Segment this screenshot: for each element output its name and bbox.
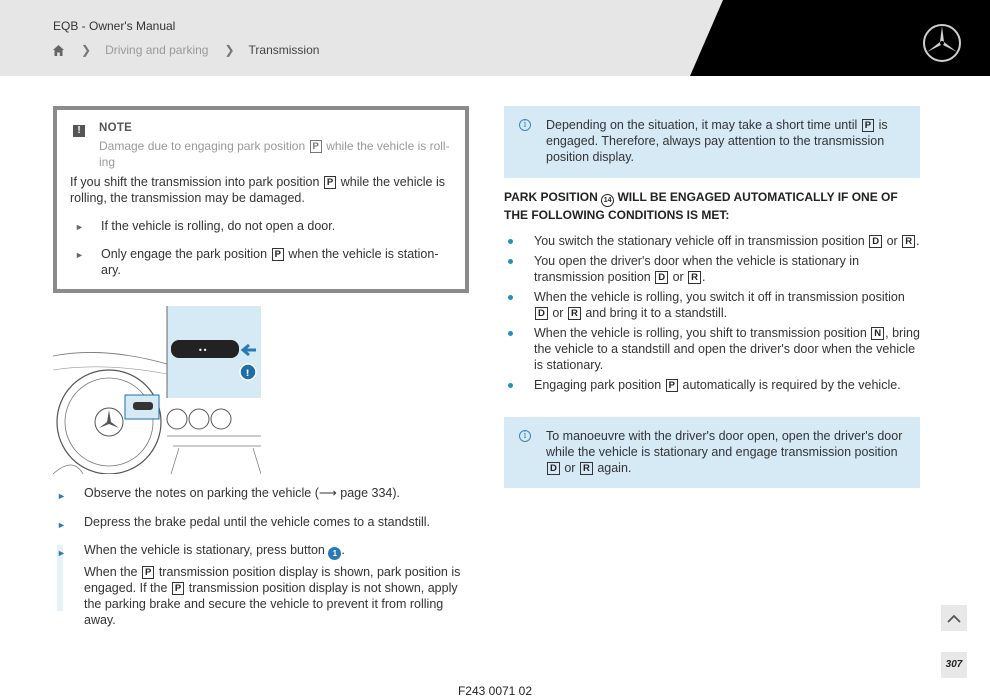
chevron-up-icon — [947, 614, 961, 623]
info-icon: i — [519, 119, 531, 131]
info2-a: To manoeuvre with the driver's door open, open the driver's door while the vehicle is stationary and engage transmission position — [546, 429, 903, 459]
section-title-a: PARK POSITION — [504, 190, 598, 204]
key-d-badge: D — [869, 235, 882, 248]
note-text-a: If you shift the transmission into park position — [70, 175, 320, 189]
bullet3-text: When the vehicle is rolling, you switch it off in transmission position — [534, 290, 905, 304]
step-item — [57, 514, 477, 530]
svg-text:••: •• — [198, 346, 208, 355]
info1-a: Depending on the situation, it may take a short time until — [546, 118, 858, 132]
note-item2-b: when the vehicle is station-ary. — [101, 247, 439, 277]
park-position-marker-icon: 14 — [601, 194, 614, 207]
key-r-badge: R — [568, 307, 581, 320]
app-title: EQB - Owner's Manual — [53, 19, 176, 33]
key-r-badge: R — [902, 235, 915, 248]
bullet3-or: or — [552, 306, 564, 320]
scroll-to-top-button[interactable] — [941, 605, 967, 631]
list-item — [508, 233, 920, 249]
note-text — [70, 174, 450, 206]
breadcrumb-item-driving[interactable]: Driving and parking — [105, 43, 209, 57]
mercedes-star-logo[interactable] — [922, 23, 962, 63]
step3-period: . — [341, 543, 345, 557]
step3-result-c: transmission position display is not shown, apply the parking brake and secure the vehicle to prevent it from rolling away. — [84, 581, 458, 627]
list-item — [508, 377, 920, 393]
section-title — [504, 189, 924, 223]
figure-caption: F243 0071 02 — [457, 684, 533, 698]
svg-text:!: ! — [245, 369, 250, 379]
key-p-badge: P — [272, 248, 284, 261]
bullet-icon — [508, 239, 513, 244]
bullet4-text: When the vehicle is rolling, you shift to transmission position — [534, 326, 867, 340]
step2-text: Depress the brake pedal until the vehicle comes to a standstill. — [84, 515, 431, 529]
key-r-badge: R — [580, 462, 593, 475]
exclamation-icon: ! — [73, 125, 85, 137]
bullet-icon — [508, 295, 513, 300]
arrow-right-icon: ► — [75, 250, 84, 260]
list-item — [508, 325, 920, 373]
key-d-badge: D — [655, 271, 668, 284]
bullet2-text: You open the driver's door when the vehicle is stationary in transmission position — [534, 254, 860, 284]
arrow-right-icon: ► — [75, 222, 84, 232]
note-box — [53, 106, 469, 293]
arrow-right-icon: ► — [57, 548, 66, 558]
arrow-right-icon: ► — [57, 491, 66, 501]
key-p-badge: P — [324, 176, 336, 189]
breadcrumb — [52, 42, 319, 58]
chevron-right-icon: ❯ — [224, 43, 235, 57]
key-d-badge: D — [535, 307, 548, 320]
info-icon: i — [519, 430, 531, 442]
key-p-badge: P — [666, 379, 678, 392]
note-item2-a: Only engage the park position — [101, 247, 268, 261]
bullet2-or: or — [672, 270, 684, 284]
chevron-right-icon: ❯ — [81, 43, 92, 57]
step1-text[interactable]: Observe the notes on parking the vehicle (⟶ page 334). — [84, 486, 401, 500]
key-p-badge: P — [310, 140, 322, 153]
bullet5-text: Engaging park position — [534, 378, 662, 392]
step-item — [57, 485, 477, 501]
key-p-badge: P — [142, 566, 154, 579]
note-list-item — [75, 246, 445, 278]
bullet4-end: , bring the vehicle to a standstill and open the driver's door when the vehicle is stationary. — [534, 326, 920, 372]
bullet-icon — [508, 259, 513, 264]
note-item1-text: If the vehicle is rolling, do not open a door. — [101, 219, 336, 233]
note-subtitle — [99, 138, 459, 170]
bullet1-end: . — [916, 234, 920, 248]
button-1-marker-icon: 1 — [328, 547, 341, 560]
bullet1-text: You switch the stationary vehicle off in transmission position — [534, 234, 865, 248]
key-p-badge: P — [862, 119, 874, 132]
arrow-right-icon: ► — [57, 520, 66, 530]
info2-end: again. — [597, 461, 632, 475]
key-d-badge: D — [547, 462, 560, 475]
info-box — [504, 417, 920, 488]
note-subtitle-end: while the vehicle is roll-ing — [99, 139, 450, 169]
step-item — [57, 542, 477, 628]
note-heading: NOTE — [99, 122, 133, 134]
breadcrumb-item-transmission[interactable]: Transmission — [248, 43, 320, 57]
bullet1-or: or — [886, 234, 898, 248]
step3-result — [84, 564, 477, 628]
header — [0, 0, 990, 76]
step3-text: When the vehicle is stationary, press button — [84, 543, 325, 557]
info1-b: is engaged. Therefore, always pay attention to the transmission position display. — [546, 118, 888, 164]
info2-or: or — [564, 461, 576, 475]
note-subtitle-text: Damage due to engaging park position — [99, 139, 306, 153]
step3-result-b: transmission position display is shown, park position is engaged. If the — [84, 565, 461, 595]
home-icon[interactable] — [52, 44, 65, 57]
section-title-b: WILL BE ENGAGED AUTOMATICALLY IF ONE OF THE FOLLOWING CONDITIONS IS MET: — [504, 190, 898, 222]
note-list-item — [75, 218, 445, 234]
info2-text — [546, 428, 906, 476]
dashboard-illustration — [53, 306, 261, 474]
note-text-b: while the vehicle is rolling, the transmission may be damaged. — [70, 175, 445, 205]
key-r-badge: R — [688, 271, 701, 284]
step3-result-a: When the — [84, 565, 138, 579]
page-number-button[interactable]: 307 — [941, 652, 967, 678]
list-item — [508, 253, 920, 285]
bullet5-end: automatically is required by the vehicle. — [682, 378, 901, 392]
info-box — [504, 106, 920, 178]
key-n-badge: N — [871, 327, 884, 340]
bullet-icon — [508, 383, 513, 388]
key-p-badge: P — [172, 582, 184, 595]
bullet2-end: . — [702, 270, 706, 284]
bullet3-end: and bring it to a standstill. — [585, 306, 728, 320]
list-item — [508, 289, 920, 321]
bullet-icon — [508, 331, 513, 336]
info1-text — [546, 117, 906, 165]
